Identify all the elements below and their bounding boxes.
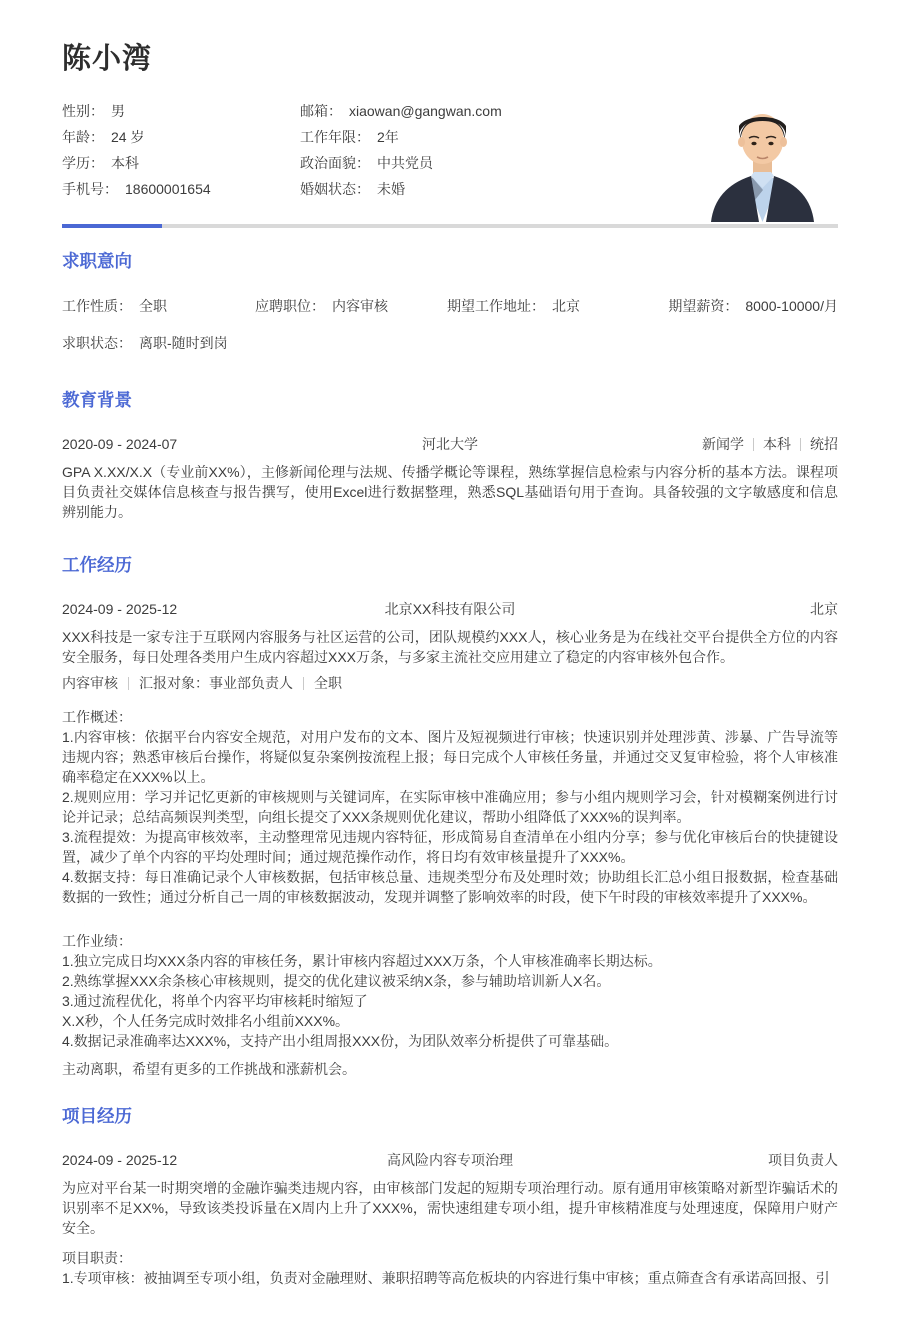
role-row <box>62 673 838 693</box>
intent-item-location <box>447 296 668 316</box>
major: 新闻学 <box>702 436 744 452</box>
education-section <box>62 389 838 522</box>
project-period: 2024-09 - 2025-12 <box>62 1152 178 1168</box>
education-description: GPA X.XX/X.X（专业前XX%），主修新闻伦理与法规、传播学概论等课程，熟练掌握信息检索与内容分析的基本方法。课程项目负责社交媒体信息核查与报告撰写，使用Excel进行数据整理，熟悉SQL基础语句用于查询。具备较强的文字敏感度和信息辨别能力。 <box>62 464 838 520</box>
info-label: 邮箱： <box>300 103 342 119</box>
project-name: 高风险内容专项治理 <box>387 1152 513 1168</box>
info-row-email <box>300 98 502 124</box>
overview-title: 工作概述： <box>62 709 132 725</box>
achievement-item: 3.通过流程优化，将单个内容平均审核耗时缩短了 <box>62 993 368 1009</box>
info-label: 学历： <box>62 155 104 171</box>
info-label: 政治面貌： <box>300 155 370 171</box>
work-location-text: 北京 <box>810 601 838 617</box>
project-role: 项目负责人 <box>768 1152 838 1168</box>
info-label: 工作年限： <box>300 129 370 145</box>
work-achievements <box>62 931 838 1051</box>
intent-label: 应聘职位： <box>255 298 325 314</box>
project-experience-section <box>62 1105 838 1288</box>
info-row-gender <box>62 98 300 124</box>
intent-item-position <box>255 296 447 316</box>
education-period: 2020-09 - 2024-07 <box>62 436 178 452</box>
employment-type: 全职 <box>314 675 342 691</box>
report-to: 汇报对象：事业部负责人 <box>139 675 293 691</box>
info-row-phone <box>62 176 300 202</box>
resume-page <box>0 42 900 1317</box>
job-status-row <box>62 333 838 353</box>
work-experience-section <box>62 554 838 1079</box>
info-value: 未婚 <box>377 181 405 197</box>
education-tags <box>618 434 838 454</box>
intent-value: 内容审核 <box>332 298 388 314</box>
resignation-note: 主动离职，希望有更多的工作挑战和涨薪机会。 <box>62 1061 356 1077</box>
overview-item: 3.流程提效：为提高审核效率，主动整理常见违规内容特征，形成简易自查清单在小组内分享；参与优化审核后台的快捷键设置，减少了单个内容的平均处理时间；通过规范操作动作，将日均有效审核量提升了XXX%。 <box>62 829 838 865</box>
info-value: 24 岁 <box>111 129 145 145</box>
intent-item-salary <box>668 296 838 316</box>
profile-photo <box>705 90 820 222</box>
project-duties <box>62 1248 838 1288</box>
achievement-item: 4.数据记录准确率达XXX%，支持产出小组周报XXX份，为团队效率分析提供了可靠基础。 <box>62 1033 619 1049</box>
status-label: 求职状态： <box>62 335 132 351</box>
achievement-item: 2.熟练掌握XXX余条核心审核规则，提交的优化建议被采纳X条，参与辅助培训新人X名。 <box>62 973 611 989</box>
overview-item: 4.数据支持：每日准确记录个人审核数据，包括审核总量、违规类型分布及处理时效；协助组长汇总小组日报数据，检查基础数据的一致性；通过分析自己一周的审核数据波动，发现并调整了影响效率的时段，使下午时段的审核效率提升了XXX%。 <box>62 869 838 905</box>
info-label: 性别： <box>62 103 104 119</box>
duties-title: 项目职责： <box>62 1250 132 1266</box>
section-title-work: 工作经历 <box>62 555 132 575</box>
status-value: 离职-随时到岗 <box>139 335 228 351</box>
info-row-age <box>62 124 300 150</box>
project-description: 为应对平台某一时期突增的金融诈骗类违规内容，由审核部门发起的短期专项治理行动。原有通用审核策略对新型诈骗话术的识别率不足XX%，导致该类投诉量在X周内上升了XXX%，需快速组建专项小组，提升审核精准度与处理速度，保障用户财产安全。 <box>62 1180 838 1236</box>
intent-item-job-type <box>62 296 255 316</box>
info-row-education <box>62 150 300 176</box>
divider-accent-bar <box>62 224 162 228</box>
info-row-marital-status <box>300 176 502 202</box>
info-value: 中共党员 <box>377 155 433 171</box>
intent-value: 北京 <box>552 298 580 314</box>
basic-info-left-column <box>62 98 300 202</box>
work-location <box>618 599 838 619</box>
overview-item: 1.内容审核：依据平台内容安全规范，对用户发布的文本、图片及短视频进行审核；快速识别并处理涉黄、涉暴、广告导流等违规内容；熟悉审核后台操作，将疑似复杂案例按流程上报；每日完成个人审核任务量，并通过交叉复审检验，将个人审核准确率稳定在XXX%以上。 <box>62 729 838 785</box>
basic-info-right-column <box>300 98 502 202</box>
company-name: 北京XX科技有限公司 <box>384 601 516 617</box>
vertical-separator <box>753 438 754 451</box>
section-title-job-intent: 求职意向 <box>62 251 132 271</box>
achievement-item: 1.独立完成日均XXX条内容的审核任务，累计审核内容超过XXX万条，个人审核准确率长期达标。 <box>62 953 662 969</box>
project-role-wrap <box>618 1150 838 1170</box>
project-meta-row <box>62 1150 838 1170</box>
work-period: 2024-09 - 2025-12 <box>62 601 178 617</box>
role-title: 内容审核 <box>62 675 118 691</box>
info-row-political-status <box>300 150 502 176</box>
candidate-name: 陈小湾 <box>62 43 153 75</box>
education-meta-row <box>62 434 838 454</box>
degree: 本科 <box>763 436 791 452</box>
work-overview <box>62 707 838 907</box>
company-intro: XXX科技是一家专注于互联网内容服务与社区运营的公司，团队规模约XXX人，核心业务是为在线社交平台提供全方位的内容安全服务，每日处理各类用户生成内容超过XXX万条，与多家主流社交应用建立了稳定的内容审核外包合作。 <box>62 629 838 665</box>
info-row-experience-years <box>300 124 502 150</box>
section-title-education: 教育背景 <box>62 390 132 410</box>
vertical-separator <box>303 677 304 690</box>
info-value: 18600001654 <box>125 181 211 197</box>
overview-item: 2.规则应用：学习并记忆更新的审核规则与关键词库，在实际审核中准确应用；参与小组内规则学习会，针对模糊案例进行讨论并记录；总结高频误判类型，向组长提交了XXX条规则优化建议，帮助小组降低了XXX%的误判率。 <box>62 789 838 825</box>
achievement-item: X.X秒，个人任务完成时效排名小组前XXX%。 <box>62 1013 350 1029</box>
intent-label: 期望工作地址： <box>447 298 545 314</box>
section-divider <box>62 224 838 228</box>
section-title-project: 项目经历 <box>62 1106 132 1126</box>
intent-value: 全职 <box>139 298 167 314</box>
info-value: 男 <box>111 103 125 119</box>
achievements-title: 工作业绩： <box>62 933 132 949</box>
school-name: 河北大学 <box>422 436 478 452</box>
intent-row <box>62 296 838 316</box>
enrollment-type: 统招 <box>810 436 838 452</box>
info-label: 婚姻状态： <box>300 181 370 197</box>
info-value: 本科 <box>111 155 139 171</box>
duty-item: 1.专项审核：被抽调至专项小组，负责对金融理财、兼职招聘等高危板块的内容进行集中审核；重点筛查含有承诺高回报、引 <box>62 1270 830 1286</box>
info-label: 年龄： <box>62 129 104 145</box>
profile-photo-illustration <box>705 90 820 222</box>
intent-label: 期望薪资： <box>668 298 739 314</box>
vertical-separator <box>800 438 801 451</box>
intent-label: 工作性质： <box>62 298 132 314</box>
info-value: xiaowan@gangwan.com <box>349 103 502 119</box>
work-meta-row <box>62 599 838 619</box>
job-intent-section <box>62 250 838 353</box>
info-label: 手机号： <box>62 181 118 197</box>
intent-value: 8000-10000/月 <box>745 298 838 314</box>
info-value: 2年 <box>377 129 399 145</box>
vertical-separator <box>128 677 129 690</box>
